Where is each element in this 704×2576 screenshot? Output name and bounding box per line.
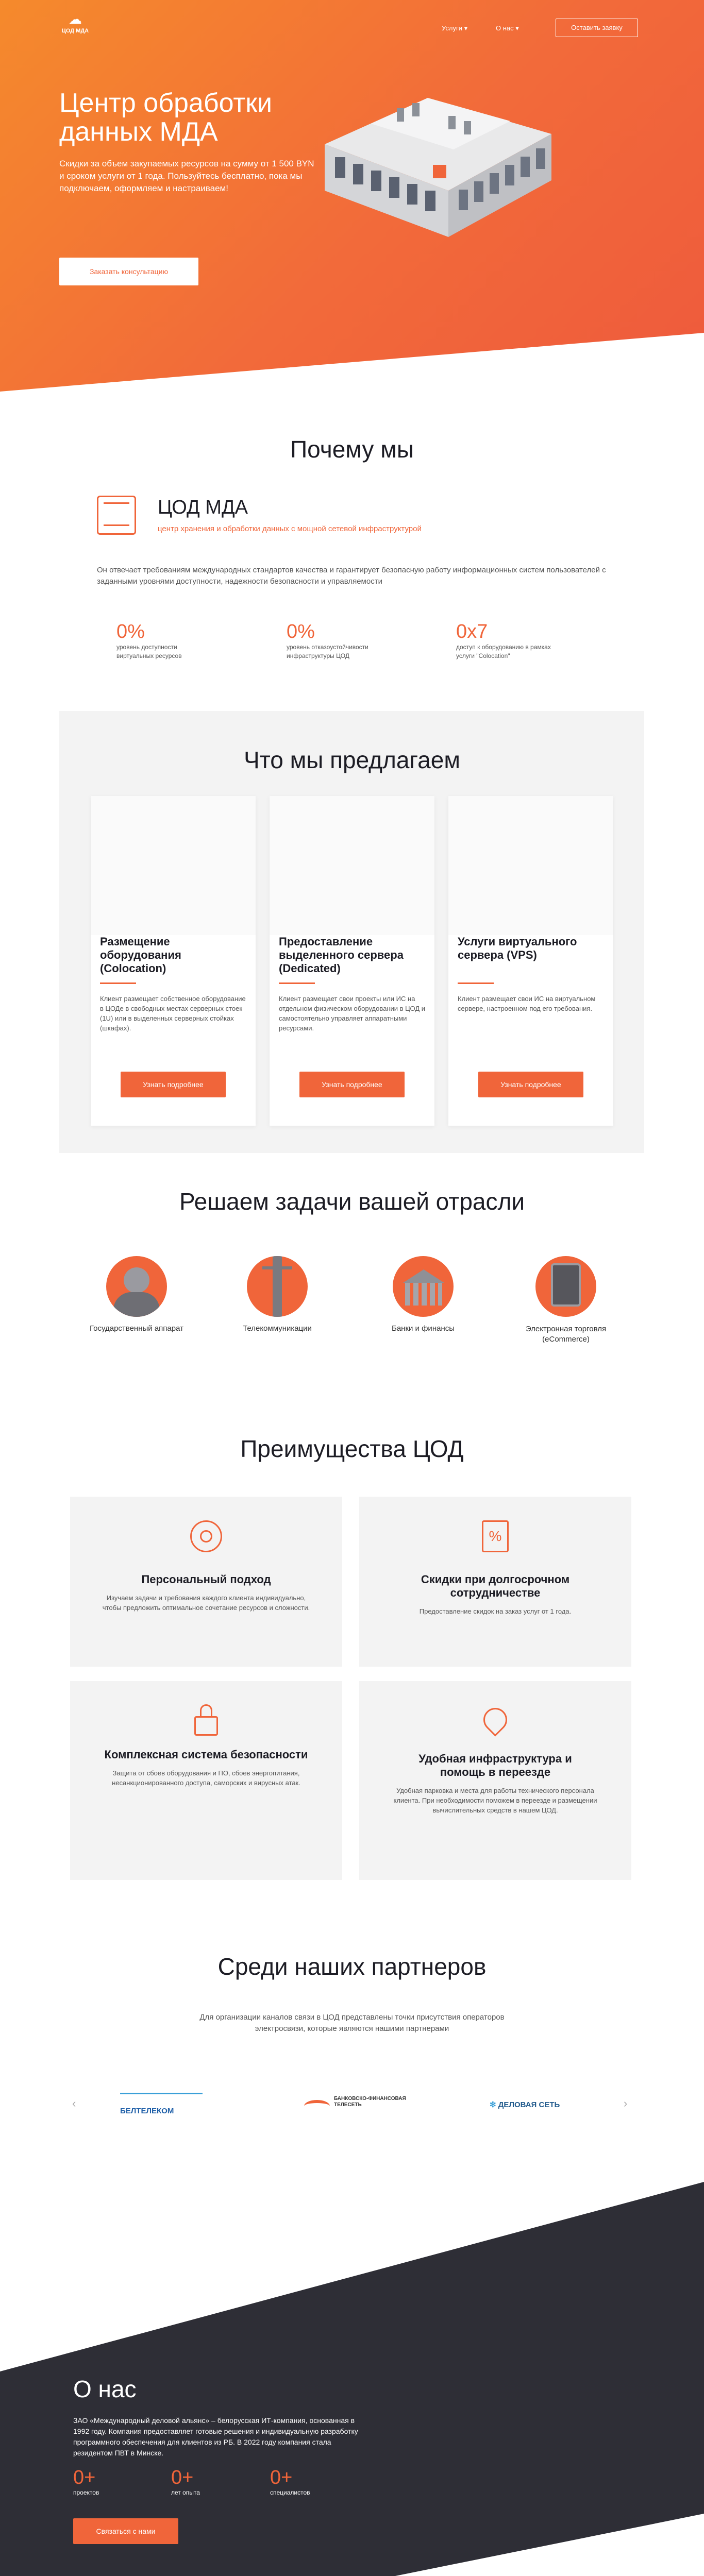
advantages-title: Преимущества ЦОД bbox=[240, 1435, 464, 1462]
about-stat: 0+ проектов bbox=[73, 2467, 99, 2496]
discount-icon: % bbox=[482, 1520, 509, 1552]
industry-item: Телекоммуникации bbox=[221, 1256, 334, 1333]
lock-icon bbox=[194, 1716, 218, 1736]
advantage-card: Удобная инфраструктура и помощь в переезде Удобная парковка и места для работы технического персонала клиента. При необходимости поможем в переезде и размещении вычислительных средств в нашем ЦОД. bbox=[359, 1681, 631, 1880]
map-pin-icon bbox=[478, 1703, 512, 1736]
advantage-card: % Скидки при долгосрочном сотрудничестве Предоставление скидок на заказ услуг от 1 года. bbox=[359, 1497, 631, 1667]
logo[interactable] bbox=[59, 12, 91, 35]
nav-about[interactable]: О нас ▾ bbox=[496, 24, 519, 32]
contact-us-button[interactable]: Связаться с нами bbox=[73, 2518, 178, 2544]
about-title: О нас bbox=[73, 2376, 137, 2402]
tablet-icon bbox=[535, 1256, 596, 1317]
target-icon bbox=[190, 1520, 222, 1552]
partner-logo-beltelecom[interactable]: БЕЛТЕЛЕКОМ bbox=[120, 2093, 203, 2119]
about-text: ЗАО «Международный деловой альянс» – белорусская ИТ-компания, основанная в 1992 году. Компания предоставляет готовые решения и индивидуальную разработку программного обеспечения для клиентов из РБ. В 2022 году компания стала резидентом ПВТ в Минске. bbox=[73, 2416, 358, 2457]
logo-text: ЦОД МДА bbox=[61, 28, 89, 34]
card-details-button[interactable]: Узнать подробнее bbox=[121, 1072, 226, 1097]
partner-logo-delovaya-set[interactable]: ✻ ДЕЛОВАЯ СЕТЬ bbox=[490, 2100, 560, 2109]
why-description: Он отвечает требованиям международных стандартов качества и гарантирует безопасную работу информационных систем пользователей с заданными уровнями доступности, надежности безопасности и управляемости bbox=[97, 566, 606, 586]
industry-title: Решаем задачи вашей отрасли bbox=[179, 1188, 525, 1215]
header-cta-button[interactable]: Оставить заявку bbox=[556, 19, 638, 37]
chevron-down-icon: ▾ bbox=[464, 24, 468, 32]
card-details-button[interactable]: Узнать подробнее bbox=[478, 1072, 583, 1097]
offer-title: Что мы предлагаем bbox=[244, 747, 460, 773]
advantage-card: Комплексная система безопасности Защита от сбоев оборудования и ПО, сбоев энергопитания, несанкционированного доступа, саморских и вирусных атак. bbox=[70, 1681, 342, 1880]
hero-title: Центр обработки данных МДА bbox=[59, 88, 273, 147]
stat-item: 0% уровень отказоустойчивости инфраструктуры ЦОД bbox=[287, 621, 368, 660]
cloud-logo-icon: ☁ bbox=[69, 11, 82, 27]
offer-card: Предоставление выделенного сервера (Dedicated) Клиент размещает свои проекты или ИС на отдельном физическом оборудовании в ЦОД и самостоятельно управляет аппаратными ресурсами. Узнать подробнее bbox=[270, 796, 434, 1126]
nav-services[interactable]: Услуги ▾ bbox=[442, 24, 468, 32]
partners-title: Среди наших партнеров bbox=[217, 1953, 487, 1980]
government-icon bbox=[106, 1256, 167, 1317]
bank-icon bbox=[393, 1256, 454, 1317]
offer-card: Размещение оборудования (Colocation) Клиент размещает собственное оборудование в ЦОДе в свободных местах серверных стоек (1U) или в выделенных серверных стойках (шкафах). Узнать подробнее bbox=[91, 796, 256, 1126]
industry-item: Электронная торговля (eCommerce) bbox=[509, 1256, 623, 1344]
why-title: Почему мы bbox=[290, 436, 414, 463]
advantage-card: Персональный подход Изучаем задачи и требования каждого клиента индивидуально, чтобы предложить оптимальное сочетание ресурсов и сложности. bbox=[70, 1497, 342, 1667]
industry-item: Банки и финансы bbox=[366, 1256, 480, 1333]
partners-prev-arrow[interactable]: ‹ bbox=[72, 2097, 76, 2110]
partners-next-arrow[interactable]: › bbox=[624, 2097, 628, 2110]
antenna-icon bbox=[247, 1256, 308, 1317]
why-block-title: ЦОД МДА bbox=[158, 497, 248, 518]
network-icon: ✻ bbox=[490, 2100, 498, 2109]
bft-arc-icon bbox=[304, 2100, 330, 2112]
stat-item: 0x7 доступ к оборудованию в рамках услуги "Colocation" bbox=[456, 621, 551, 660]
why-block-subtitle: центр хранения и обработки данных с мощной сетевой инфраструктурой bbox=[158, 524, 422, 533]
building-illustration bbox=[294, 52, 582, 247]
about-stat: 0+ специалистов bbox=[270, 2467, 310, 2496]
partner-logo-bft[interactable]: БАНКОВСКО-ФИНАНСОВАЯ ТЕЛЕСЕТЬ bbox=[304, 2096, 407, 2120]
offer-card: Услуги виртуального сервера (VPS) Клиент размещает свои ИС на виртуальном сервере, настроенном под его требования. Узнать подробнее bbox=[448, 796, 613, 1126]
server-icon bbox=[97, 496, 136, 535]
industry-item: Государственный аппарат bbox=[80, 1256, 193, 1333]
chevron-down-icon: ▾ bbox=[515, 24, 519, 32]
stat-item: 0% уровень доступности виртуальных ресурсов bbox=[116, 621, 182, 660]
consultation-button[interactable]: Заказать консультацию bbox=[59, 258, 198, 285]
partners-text: Для организации каналов связи в ЦОД представлены точки присутствия операторов электросвязи, которые являются нашими партнерами bbox=[199, 2013, 505, 2033]
hero-text: Скидки за объем закупаемых ресурсов на сумму от 1 500 BYN и сроком услуги от 1 года. Пользуйтесь бесплатно, пока мы подключаем, оформляем и настраиваем! bbox=[59, 159, 314, 193]
about-stat: 0+ лет опыта bbox=[171, 2467, 200, 2496]
card-details-button[interactable]: Узнать подробнее bbox=[299, 1072, 405, 1097]
